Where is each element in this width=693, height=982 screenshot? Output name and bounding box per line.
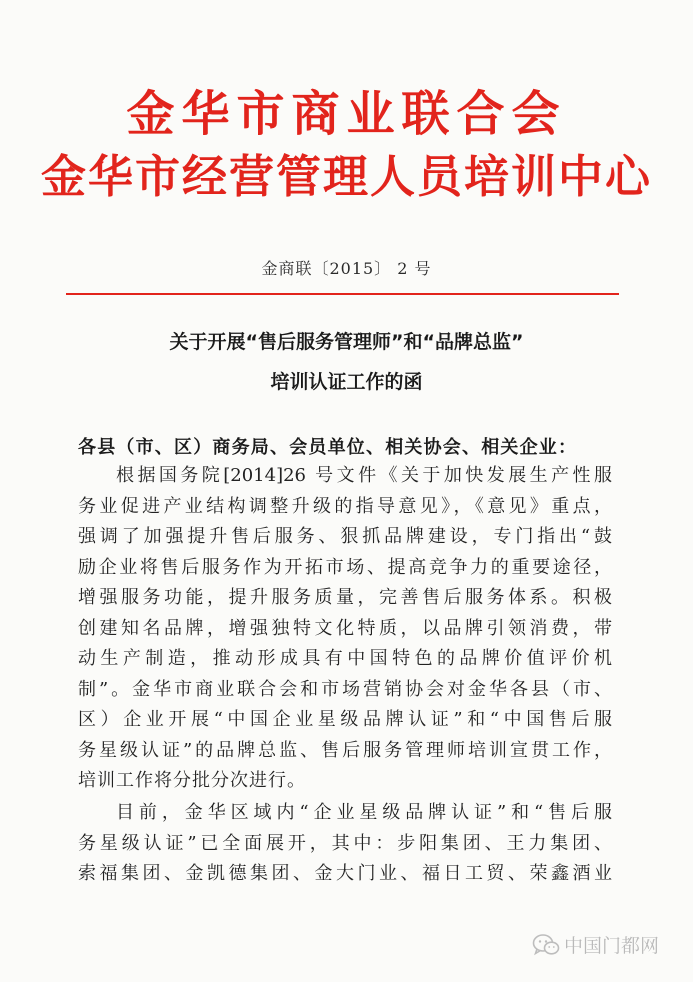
paragraph-line: 务星级认证”的品牌总监、售后服务管理师培训宣贯工作， bbox=[78, 739, 612, 761]
paragraph-line: 增强服务功能，提升服务质量，完善售后服务体系。积极 bbox=[78, 587, 612, 608]
paragraph-line: 强调了加强提升售后服务、狠抓品牌建设，专门指出“鼓 bbox=[78, 526, 612, 547]
source-watermark bbox=[532, 931, 659, 958]
document-number: 金商联〔2015〕 2 号 bbox=[261, 259, 432, 278]
organization-name-1: 金华市商业联合会 bbox=[126, 86, 567, 142]
body-paragraph-2 bbox=[78, 798, 612, 890]
paragraph-line: 励企业将售后服务作为开拓市场、提高竞争力的重要途径， bbox=[78, 556, 612, 578]
paragraph-line: 目前，金华区域内“企业星级品牌认证”和“售后服 bbox=[116, 802, 612, 823]
paragraph-line: 根据国务院[2014]26 号文件《关于加快发展生产性服 bbox=[116, 465, 612, 486]
header-divider bbox=[66, 293, 619, 295]
document-title-line-2: 培训认证工作的函 bbox=[270, 371, 423, 393]
document-title-line-1: 关于开展“售后服务管理师”和“品牌总监” bbox=[169, 331, 524, 353]
body-paragraph-1 bbox=[78, 461, 612, 797]
paragraph-line: 动生产制造，推动形成具有中国特色的品牌价值评价机 bbox=[78, 648, 612, 669]
wechat-icon bbox=[532, 933, 560, 957]
organization-name-2: 金华市经营管理人员培训中心 bbox=[40, 150, 652, 203]
paragraph-line: 务星级认证”已全面展开，其中：步阳集团、王力集团、 bbox=[78, 832, 612, 854]
watermark-text: 中国门都网 bbox=[564, 935, 660, 957]
paragraph-line: 务业促进产业结构调整升级的指导意见》，《意见》重点， bbox=[78, 495, 612, 517]
paragraph-line: 索福集团、金凯德集团、金大门业、福日工贸、荣鑫酒业 bbox=[78, 863, 612, 884]
paragraph-line: 区）企业开展“中国企业星级品牌认证”和“中国售后服 bbox=[78, 709, 612, 730]
paragraph-line: 制”。金华市商业联合会和市场营销协会对金华各县（市、 bbox=[78, 678, 612, 700]
paragraph-line: 创建知名品牌，增强独特文化特质，以品牌引领消费，带 bbox=[78, 617, 612, 639]
salutation: 各县（市、区）商务局、会员单位、相关协会、相关企业： bbox=[78, 437, 578, 458]
paragraph-line: 培训工作将分批分次进行。 bbox=[78, 770, 306, 791]
